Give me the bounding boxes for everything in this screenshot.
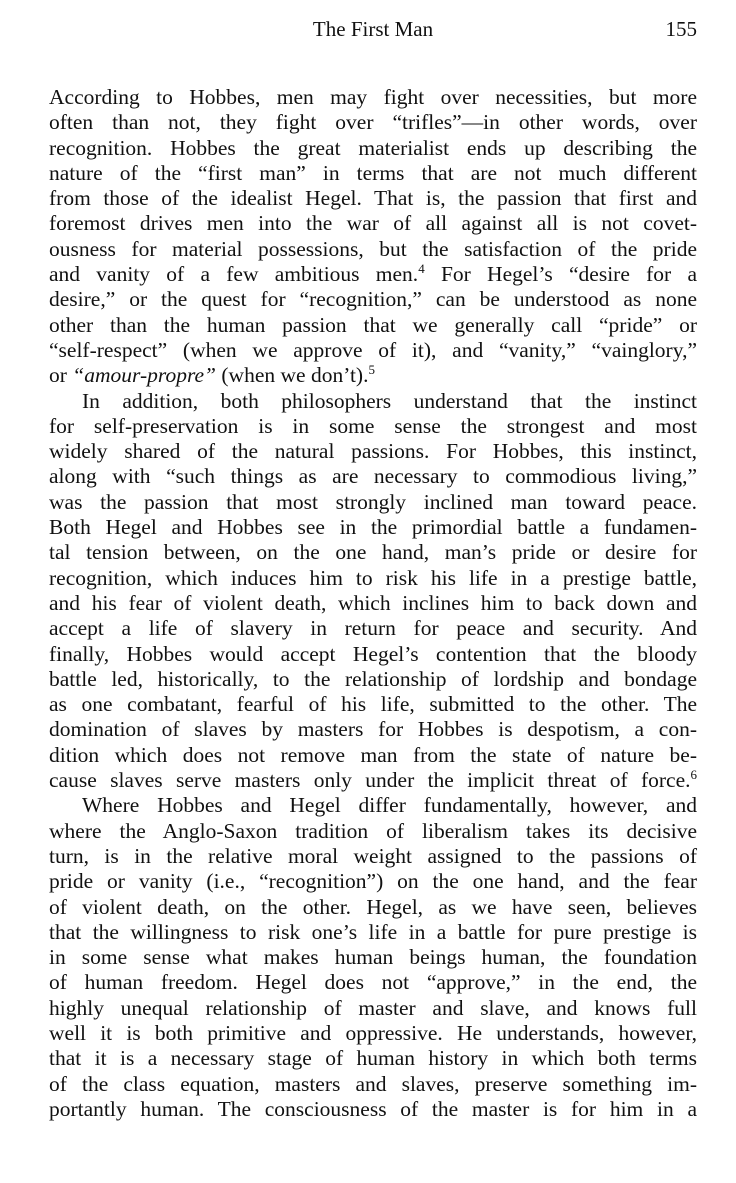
text-line: Both Hegel and Hobbes see in the primordial battle a fundamen-: [49, 515, 697, 540]
paragraph-3: [49, 793, 697, 1122]
text-line: recognition, which induces him to risk his life in a prestige battle,: [49, 565, 697, 590]
text-line: foremost drives men into the war of all against all is not covet-: [49, 211, 697, 236]
footnote-marker: 5: [368, 362, 375, 378]
text-line: highly unequal relationship of master and slave, and knows full: [49, 995, 697, 1020]
text-line: Where Hobbes and Hegel differ fundamentally, however, and: [82, 793, 697, 818]
text-segment: cause slaves serve masters only under the implicit threat of force.: [49, 768, 691, 793]
text-line: domination of slaves by masters for Hobbes is despotism, a con-: [49, 717, 697, 742]
text-line: [49, 262, 697, 287]
text-line: along with “such things as are necessary to commodious living,”: [49, 464, 697, 489]
text-line: desire,” or the quest for “recognition,” can be understood as none: [49, 287, 697, 312]
text-line: that the willingness to risk one’s life in a battle for pure prestige is: [49, 919, 697, 944]
text-line: tal tension between, on the one hand, man’s pride or desire for: [49, 540, 697, 565]
paragraph-2: [49, 389, 697, 794]
text-line: often than not, they fight over “trifles”—in other words, over: [49, 110, 697, 135]
footnote-marker: 4: [418, 261, 425, 277]
text-line: of human freedom. Hegel does not “approve,” in the end, the: [49, 970, 697, 995]
text-line: well it is both primitive and oppressive. He understands, however,: [49, 1020, 697, 1045]
book-page: [49, 14, 697, 1122]
text-line: According to Hobbes, men may fight over necessities, but more: [49, 85, 697, 109]
text-line: other than the human passion that we generally call “pride” or: [49, 312, 697, 337]
text-line: turn, is in the relative moral weight assigned to the passions of: [49, 843, 697, 868]
text-line: for self-preservation is in some sense the strongest and most: [49, 413, 697, 438]
text-line: where the Anglo-Saxon tradition of liberalism takes its decisive: [49, 818, 697, 843]
text-segment: For Hegel’s “desire for a: [424, 262, 697, 287]
text-line: “self-respect” (when we approve of it), and “vanity,” “vainglory,”: [49, 337, 697, 362]
text-line: battle led, historically, to the relationship of lordship and bondage: [49, 666, 697, 691]
text-line: of the class equation, masters and slaves, preserve something im-: [49, 1071, 697, 1096]
text-segment: or: [49, 363, 73, 388]
text-line: widely shared of the natural passions. For Hobbes, this instinct,: [49, 439, 697, 464]
text-line: as one combatant, fearful of his life, submitted to the other. The: [49, 692, 697, 717]
text-segment: (when we don’t).: [216, 363, 369, 388]
text-line: finally, Hobbes would accept Hegel’s contention that the bloody: [49, 641, 697, 666]
paragraph-1: [49, 85, 697, 389]
text-line: recognition. Hobbes the great materialist ends up describing the: [49, 135, 697, 160]
text-line: [49, 768, 697, 793]
page-number: 155: [665, 17, 697, 41]
body-text: [49, 85, 697, 1122]
footnote-marker: 6: [690, 767, 697, 783]
text-line: ousness for material possessions, but the satisfaction of the pride: [49, 236, 697, 261]
text-line: dition which does not remove man from the state of nature be-: [49, 742, 697, 767]
text-line: that it is a necessary stage of human history in which both terms: [49, 1046, 697, 1071]
text-line: was the passion that most strongly inclined man toward peace.: [49, 489, 697, 514]
italic-term: “amour-propre”: [72, 363, 217, 388]
text-line: from those of the idealist Hegel. That is, the passion that first and: [49, 186, 697, 211]
running-title: The First Man: [312, 17, 434, 41]
text-segment: and vanity of a few ambitious men.: [49, 262, 419, 287]
text-line: of violent death, on the other. Hegel, as we have seen, believes: [49, 894, 697, 919]
running-head: [49, 14, 697, 44]
text-line: nature of the “first man” in terms that are not much different: [49, 160, 697, 185]
text-line: In addition, both philosophers understand that the instinct: [82, 388, 697, 413]
text-line: in some sense what makes human beings human, the foundation: [49, 945, 697, 970]
text-line: [49, 363, 697, 388]
text-line: portantly human. The consciousness of the master is for him in a: [49, 1096, 697, 1121]
text-line: accept a life of slavery in return for peace and security. And: [49, 616, 697, 641]
text-line: and his fear of violent death, which inclines him to back down and: [49, 590, 697, 615]
text-line: pride or vanity (i.e., “recognition”) on the one hand, and the fear: [49, 869, 697, 894]
